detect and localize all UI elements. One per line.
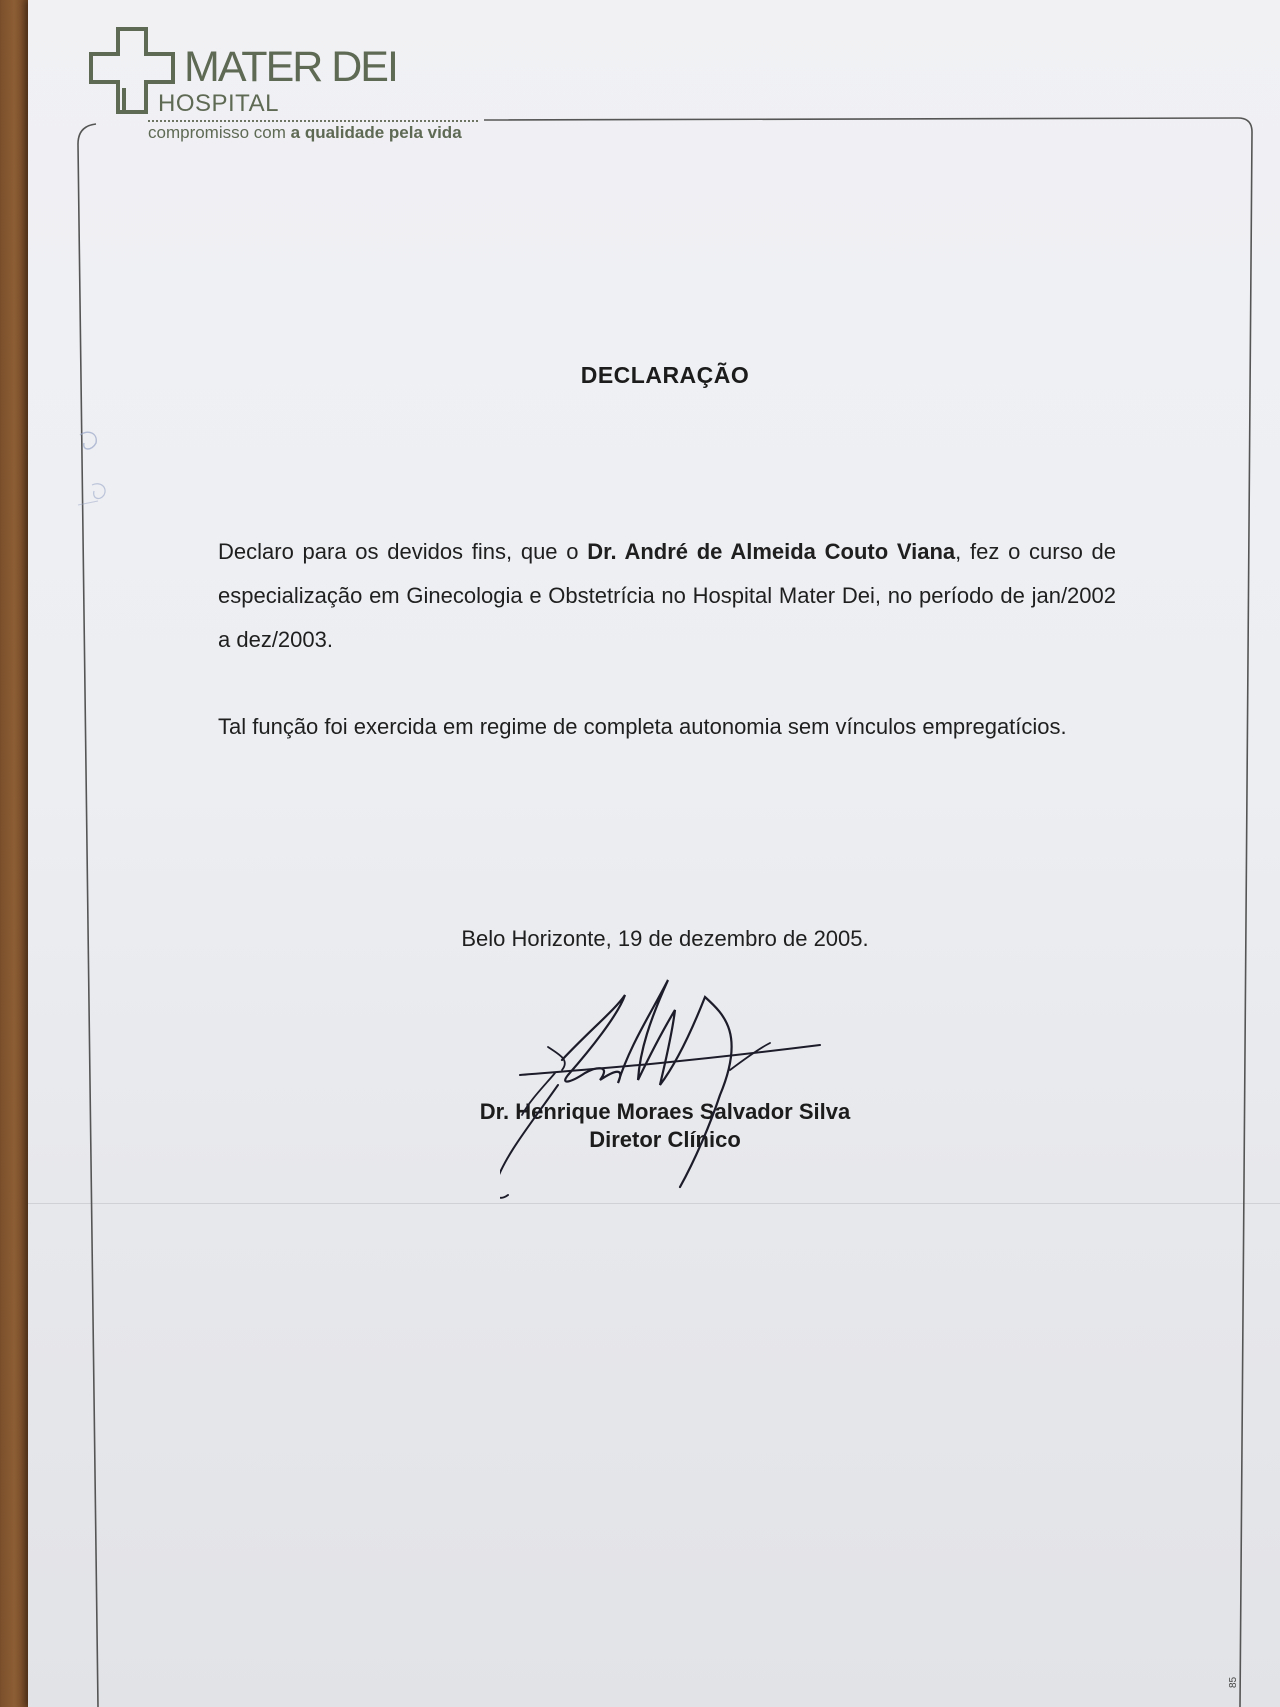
paper-sheet [28, 0, 1280, 1707]
place-and-date: Belo Horizonte, 19 de dezembro de 2005. [461, 926, 869, 951]
paragraph-2: Tal função foi exercida em regime de completa autonomia sem vínculos empregatícios. [218, 714, 1067, 739]
logo-tagline [148, 124, 462, 141]
margin-form-number: 85 [1228, 1676, 1239, 1688]
faded-stamp-mark [74, 425, 124, 525]
logo-name: MATER DEI [184, 43, 397, 91]
handwritten-signature [500, 975, 840, 1205]
tagline-bold: a qualidade pela vida [290, 123, 462, 142]
document-body [218, 530, 1116, 792]
hospital-logo [88, 26, 508, 146]
signer-name: Dr. Henrique Moraes Salvador Silva [479, 1099, 851, 1124]
paragraph-1-after: , fez o curso de especialização em Ginecologia e Obstetrícia no Hospital Mater Dei, no período de jan/2002 a dez/2003. [218, 539, 1117, 652]
logo-subtitle: HOSPITAL [158, 90, 279, 117]
logo-dotted-rule [148, 120, 478, 122]
paragraph-1 [218, 530, 1116, 662]
document-title: DECLARAÇÃO [580, 362, 750, 388]
doctor-name: Dr. André de Almeida Couto Viana [587, 539, 956, 564]
tagline-regular: compromisso com [148, 123, 291, 142]
signer-role: Diretor Clínico [589, 1127, 741, 1152]
paragraph-1-before: Declaro para os devidos fins, que o [218, 539, 588, 564]
